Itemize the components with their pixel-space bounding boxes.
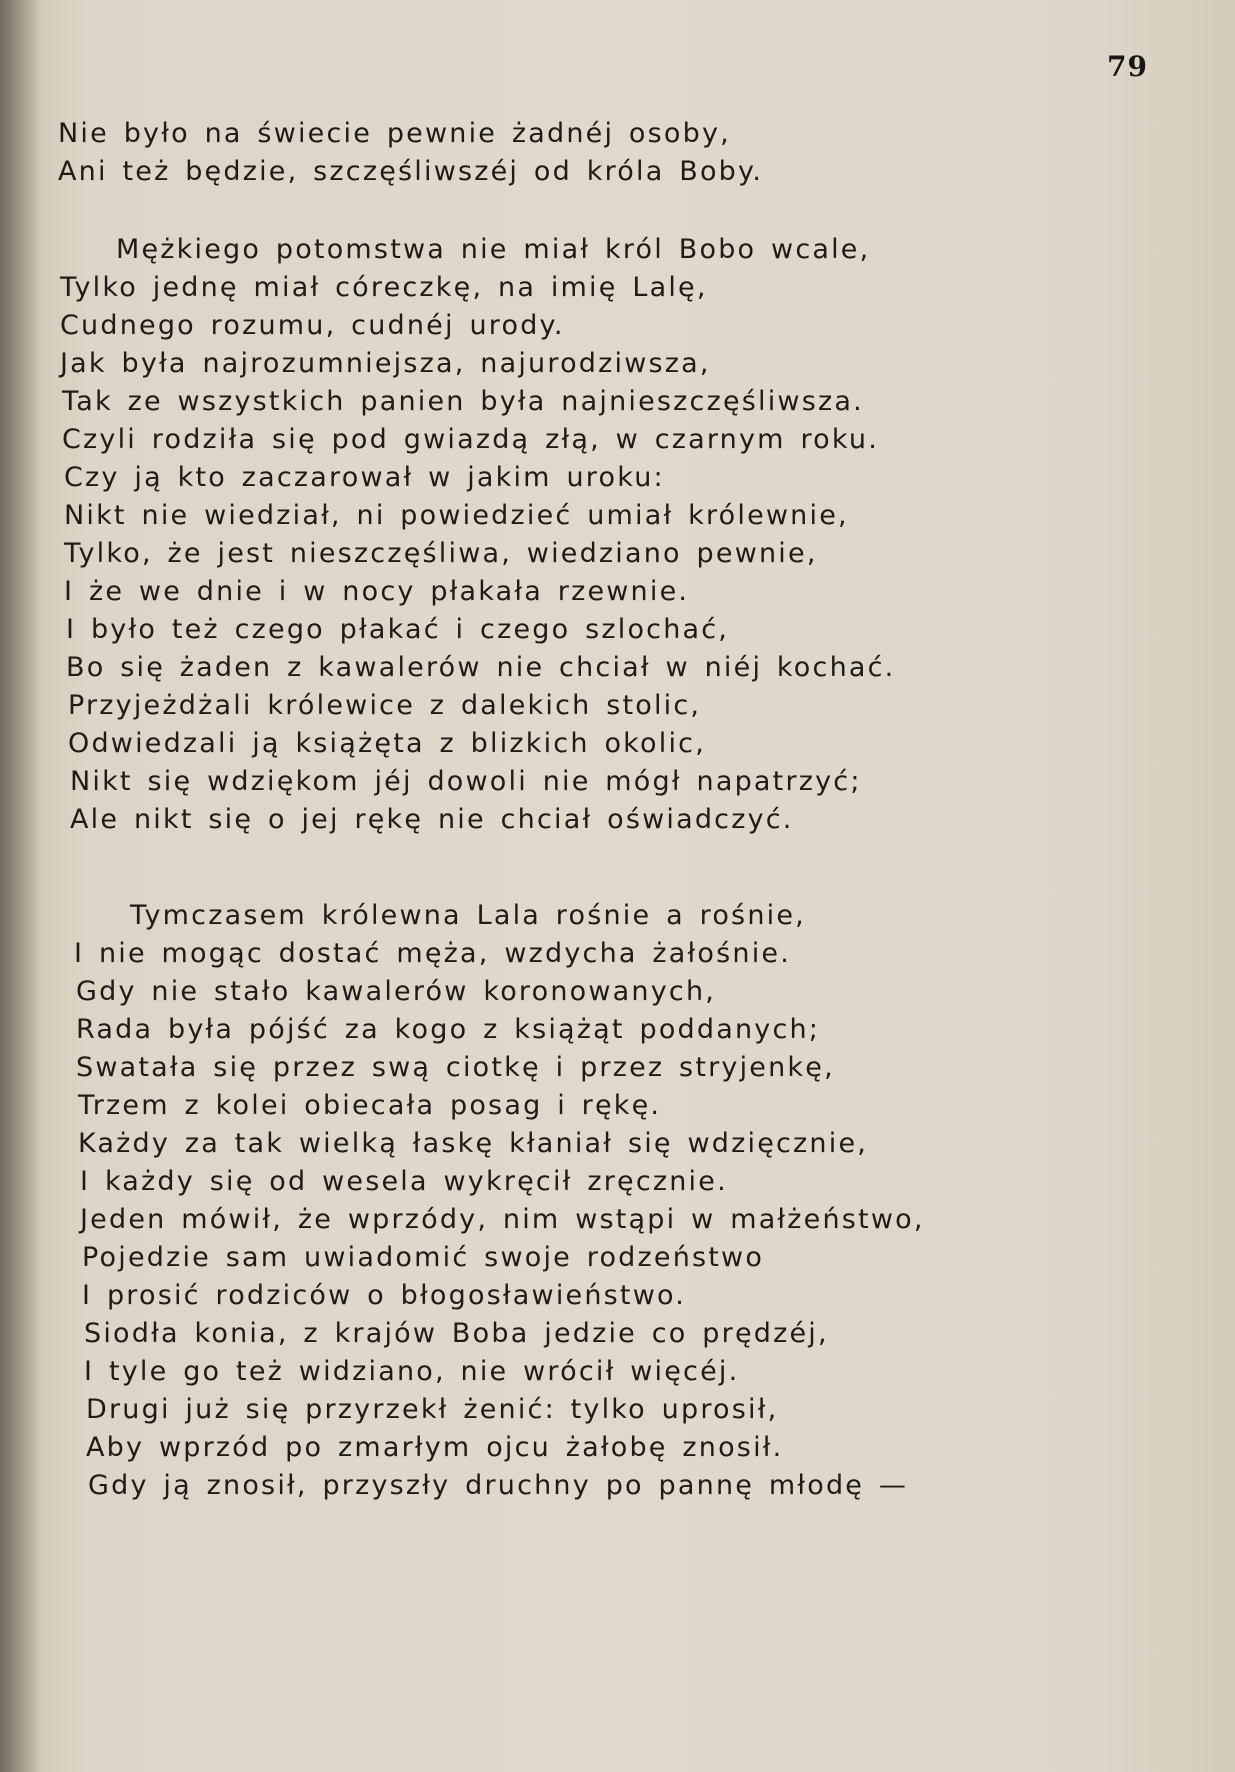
poem-line: Nikt się wdziękom jéj dowoli nie mógł napatrzyć; (70, 766, 862, 797)
poem-line: Bo się żaden z kawalerów nie chciał w niéj kochać. (66, 652, 896, 683)
poem-line: I każdy się od wesela wykręcił zręcznie. (80, 1166, 728, 1197)
poem-line: Drugi już się przyrzekł żenić: tylko uprosił, (86, 1394, 779, 1425)
poem-line: Rada była pójść za kogo z książąt poddanych; (76, 1014, 821, 1045)
poem-line: Jeden mówił, że wprzódy, nim wstąpi w małżeństwo, (80, 1204, 925, 1235)
poem-line: Czyli rodziła się pod gwiazdą złą, w czarnym roku. (62, 424, 879, 455)
poem-line: Ani też będzie, szczęśliwszéj od króla Boby. (58, 156, 764, 187)
poem-line: I nie mogąc dostać męża, wzdycha żałośnie. (74, 938, 792, 969)
poem-line: Pojedzie sam uwiadomić swoje rodzeństwo (82, 1242, 765, 1273)
poem-line: Trzem z kolei obiecała posag i rękę. (78, 1090, 662, 1121)
poem-line: I tyle go też widziano, nie wrócił więcéj. (84, 1356, 740, 1387)
poem-line: Nikt nie wiedział, ni powiedzieć umiał królewnie, (64, 500, 849, 531)
poem-line: Nie było na świecie pewnie żadnéj osoby, (58, 118, 731, 149)
poem-line: Każdy za tak wielką łaskę kłaniał się wdzięcznie, (78, 1128, 869, 1159)
poem-line: Przyjeżdżali królewice z dalekich stolic, (68, 690, 702, 721)
poem-line: Gdy ją znosił, przyszły druchny po pannę młodę — (88, 1470, 909, 1501)
poem-line: Mężkiego potomstwa nie miał król Bobo wcale, (116, 234, 871, 265)
poem-line: Jak była najrozumniejsza, najurodziwsza, (60, 348, 711, 379)
poem-line: Tymczasem królewna Lala rośnie a rośnie, (130, 900, 806, 931)
poem-line: Cudnego rozumu, cudnéj urody. (60, 310, 565, 341)
page-number: 79 (1107, 50, 1148, 83)
poem-line: Aby wprzód po zmarłym ojcu żałobę znosił. (86, 1432, 784, 1463)
poem-line: I prosić rodziców o błogosławieństwo. (82, 1280, 687, 1311)
poem-line: Czy ją kto zaczarował w jakim uroku: (64, 462, 665, 493)
poem-line: Tylko jednę miał córeczkę, na imię Lalę, (60, 272, 708, 303)
poem-line: Ale nikt się o jej rękę nie chciał oświadczyć. (70, 804, 794, 835)
poem-line: Gdy nie stało kawalerów koronowanych, (76, 976, 717, 1007)
poem-line: Tylko, że jest nieszczęśliwa, wiedziano pewnie, (64, 538, 818, 569)
poem-line: Siodła konia, z krajów Boba jedzie co prędzéj, (84, 1318, 829, 1349)
binding-shadow (0, 0, 40, 1772)
poem-line: I było też czego płakać i czego szlochać, (66, 614, 730, 645)
poem-line: Swatała się przez swą ciotkę i przez stryjenkę, (76, 1052, 835, 1083)
poem-line: I że we dnie i w nocy płakała rzewnie. (64, 576, 690, 607)
poem-line: Tak ze wszystkich panien była najnieszczęśliwsza. (62, 386, 864, 417)
poem-line: Odwiedzali ją książęta z blizkich okolic, (68, 728, 706, 759)
